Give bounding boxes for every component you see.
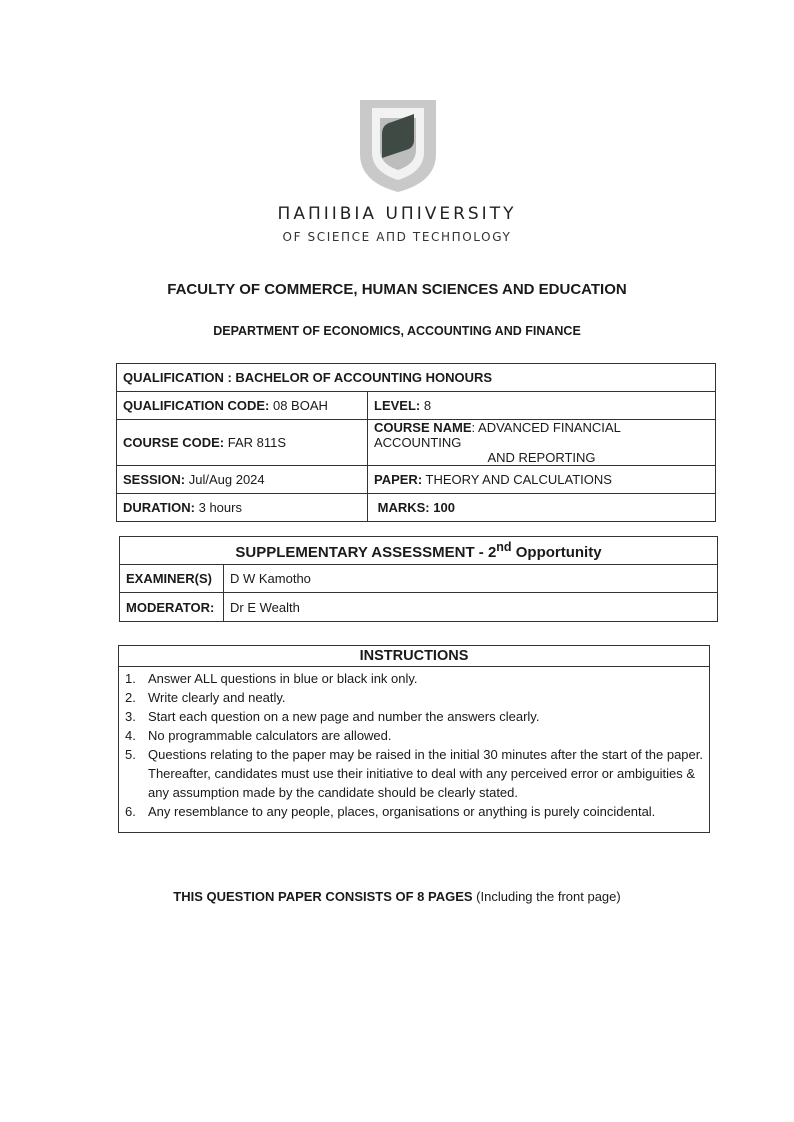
level-cell: LEVEL: 8 [368,392,716,420]
instruction-item: 6. Any resemblance to any people, places, organisations or anything is purely coincidental. [125,804,656,819]
instructions-box [118,645,710,833]
moderator-label: MODERATOR: [120,593,224,622]
university-name: ΠΑΠΙΙΒΙΑ UΠΙVERSITY [277,204,517,224]
session-cell: SESSION: Jul/Aug 2024 [117,466,368,494]
duration-cell: DURATION: 3 hours [117,494,368,522]
university-subtitle: OF SCIEΠCE AΠD TECHΠOLOGY [282,230,512,244]
assessment-title: SUPPLEMENTARY ASSESSMENT - 2nd Opportunity [120,537,718,565]
instruction-item: 1. Answer ALL questions in blue or black ink only. [125,671,418,686]
qualification-code-cell: QUALIFICATION CODE: 08 BOAH [117,392,368,420]
instruction-item: 3. Start each question on a new page and number the answers clearly. [125,709,540,724]
paper-cell: PAPER: THEORY AND CALCULATIONS [368,466,716,494]
university-logo-icon [352,94,444,194]
examiner-value: D W Kamotho [224,565,718,593]
assessment-table [119,536,718,622]
instruction-item: 2. Write clearly and neatly. [125,690,286,705]
instruction-item: 5. Questions relating to the paper may be raised in the initial 30 minutes after the start of the paper. Thereafter, candidates must use their initiative to deal with any perceived error or ambiguities & any assumption made by the candidate should be clearly stated. [125,747,703,800]
examiner-label: EXAMINER(S) [120,565,224,593]
page-count-note: THIS QUESTION PAPER CONSISTS OF 8 PAGES (Including the front page) [173,889,621,904]
instructions-list [119,669,709,821]
moderator-value: Dr E Wealth [224,593,718,622]
faculty-heading: FACULTY OF COMMERCE, HUMAN SCIENCES AND EDUCATION [167,281,627,298]
department-heading: DEPARTMENT OF ECONOMICS, ACCOUNTING AND FINANCE [213,324,581,338]
course-name-cell: COURSE NAME: ADVANCED FINANCIAL ACCOUNTING AND REPORTING [368,420,716,466]
marks-cell: MARKS: 100 [368,494,716,522]
qualification-cell: QUALIFICATION : BACHELOR OF ACCOUNTING HONOURS [117,364,716,392]
instructions-title: INSTRUCTIONS [119,646,709,667]
instruction-item: 4. No programmable calculators are allowed. [125,728,392,743]
qualification-table [116,363,716,522]
course-code-cell: COURSE CODE: FAR 811S [117,420,368,466]
